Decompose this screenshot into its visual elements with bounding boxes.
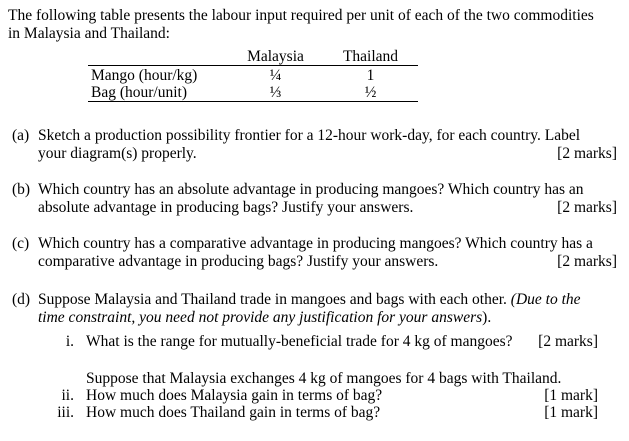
marks-label: [1 mark]	[544, 387, 598, 404]
row-label: Bag (hour/unit)	[88, 84, 228, 102]
question-text-cont: absolute advantage in producing bags? Justify your answers.	[38, 199, 414, 216]
question-text: Sketch a production possibility frontier for a 12-hour work-day, for each country. Label	[38, 127, 581, 144]
subquestion-iii	[38, 404, 598, 422]
question-letter: (d)	[12, 291, 31, 308]
subquestion-text: How much does Thailand gain in terms of bag?	[86, 404, 381, 421]
table-header-thailand: Thailand	[323, 48, 418, 66]
question-d-plain: Suppose Malaysia and Thailand trade in mangoes and bags with each other.	[38, 291, 507, 308]
question-text: Which country has an absolute advantage in producing mangoes? Which country has an	[38, 181, 584, 198]
roman-numeral: i.	[65, 333, 74, 350]
question-d-italic-start: (Due to the	[510, 291, 581, 308]
table-header-malaysia: Malaysia	[228, 48, 323, 66]
question-d	[12, 291, 617, 327]
subquestion-text: How much does Malaysia gain in terms of bag?	[86, 387, 383, 404]
row-label: Mango (hour/kg)	[91, 67, 198, 84]
subquestion-ii	[38, 387, 598, 405]
cell-malaysia: ⅓	[228, 84, 323, 102]
intro-line-1: The following table presents the labour input required per unit of each of the two commodities	[8, 7, 594, 24]
table-row	[88, 66, 418, 85]
roman-numeral: ii.	[61, 387, 74, 404]
roman-numeral: iii.	[57, 404, 74, 421]
question-text-cont: your diagram(s) properly.	[38, 145, 197, 162]
marks-label: [2 marks]	[538, 333, 598, 350]
table-header-row	[88, 48, 418, 66]
labour-input-table	[88, 48, 418, 102]
table-header-blank	[88, 48, 228, 66]
cell-thailand: 1	[366, 67, 375, 84]
question-a	[12, 127, 617, 163]
question-letter: (c)	[12, 235, 30, 252]
context-text: Suppose that Malaysia exchanges 4 kg of mangoes for 4 bags with Thailand.	[86, 370, 562, 387]
subquestion-i	[38, 333, 598, 351]
intro-line-2: in Malaysia and Thailand:	[8, 25, 170, 42]
marks-label: [2 marks]	[557, 145, 617, 162]
marks-label: [2 marks]	[557, 199, 617, 216]
question-c	[12, 235, 617, 271]
marks-label: [2 marks]	[557, 253, 617, 270]
question-d-end: ).	[482, 309, 492, 326]
question-letter: (b)	[12, 181, 31, 198]
question-text	[38, 291, 617, 309]
question-letter: (a)	[12, 127, 30, 144]
intro-paragraph	[8, 7, 620, 43]
cell-malaysia: ¼	[269, 67, 282, 84]
question-text: Which country has a comparative advantage in producing mangoes? Which country has a	[38, 235, 593, 252]
subquestion-context	[38, 370, 598, 388]
marks-label: [1 mark]	[544, 404, 598, 421]
question-d-italic-cont: time constraint, you need not provide any justification for your answers	[38, 309, 483, 326]
subquestion-text: What is the range for mutually-beneficial trade for 4 kg of mangoes?	[86, 333, 513, 350]
question-b	[12, 181, 617, 217]
cell-thailand: ½	[323, 84, 418, 102]
question-text-cont: comparative advantage in producing bags? Justify your answers.	[38, 253, 439, 270]
table-row	[88, 84, 418, 102]
question-text-cont	[38, 309, 617, 327]
